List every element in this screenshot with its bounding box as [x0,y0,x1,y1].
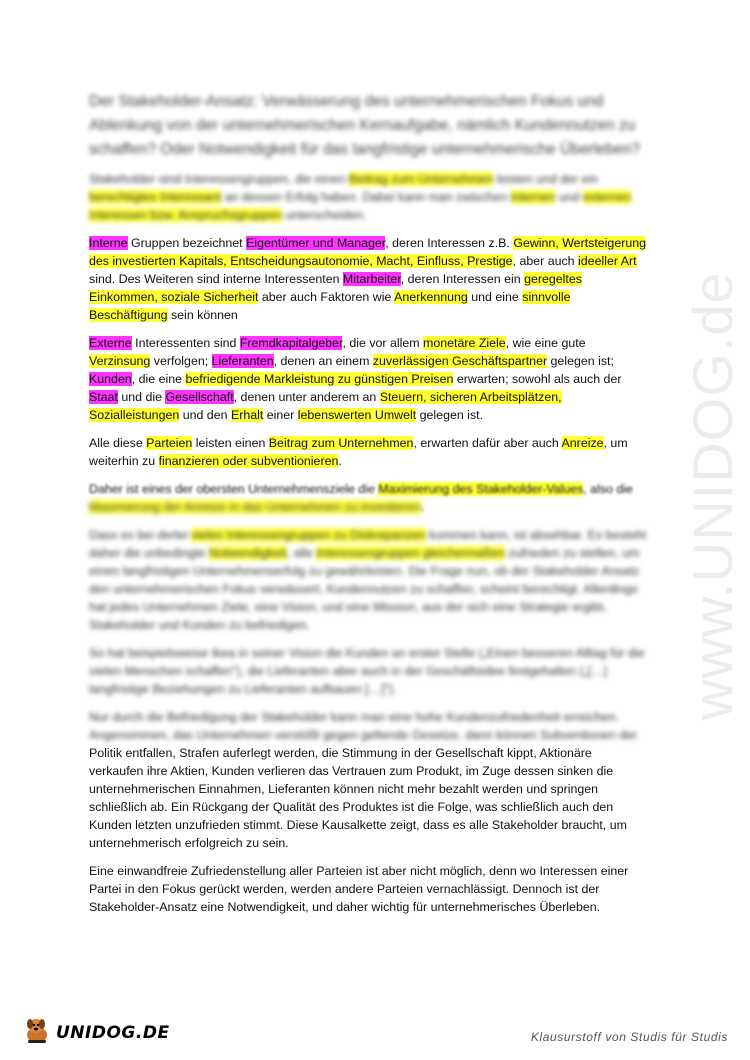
intro-paragraph: Stakeholder sind Interessengruppen, die einen Beitrag zum Unternehmen leisten und der ein berechtigtes Interessant an dessen Erfolg haben. Dabei kann man zwischen internen und externen Interessen bzw. Anspruchsgruppen unterscheiden. [89,172,632,222]
unidog-logo[interactable] [22,1015,170,1050]
paragraph-parteien: Alle diese Parteien leisten einen Beitrag zum Unternehmen, erwarten dafür aber auch Anreize, um weiterhin zu finanzieren oder subventionieren. [89,436,628,468]
logo-text: UNIDOG.DE [56,1022,170,1043]
watermark: www.UNIDOG.de [681,271,744,720]
paragraph-befriedigung [89,708,649,852]
paragraph-diskrepanzen: Dass es bei derlei vielen Interessengruppen zu Diskrepanzen kommen kann, ist absehbar. Es besteht daher die unbedingte Notwendigkeit, alle Interessengruppen gleichermaßen zufrieden zu stellen, um einen langfristigen Unternehmenserfolg zu gewährleisten. Die Frage nun, ob der Stakeholder Ansatz den unternehmerischen Fokus verwässert, Kundennutzen zu schaffen, scheint berechtigt. Allerdings hat jedes Unternehmen Ziele, eine Vision, und eine Mission, aus der sich eine Strategie ergibt, Stakeholder und Kunden zu befriedigen. [89,528,647,632]
paragraph-befriedigung-blurred: Nur durch die Befriedigung der Stakeholder kann man eine hohe Kundenzufriedenheit erreichen. Angenommen, das Unternehmen verstößt gegen geltende Gesetze, dann können Subventionen der [89,710,638,742]
paragraph-externe: Externe Interessenten sind Fremdkapitalgeber, die vor allem monetäre Ziele, wie eine gute Verzinsung verfolgen; Lieferanten, denen an einem zuverlässigen Geschäftspartner gelegen ist; Kunden, die eine befriedigende Markleistung zu günstigen Preisen erwarten; sowohl als auch der Staat und die Gesellschaft, denen unter anderem an Steuern, sicheren Arbeitsplätzen, Sozialleistungen und den Erhalt einer lebenswerten Umwelt gelegen ist. [89,336,622,422]
paragraph-daher: Daher ist eines der obersten Unternehmensziele die Maximierung des Stakeholder-Values, also die Maximierung der Anreize in das Unternehmen zu investieren. [89,482,633,514]
document-title: Der Stakeholder-Ansatz: Verwässerung des unternehmerischen Fokus und Ablenkung von der unternehmerischen Kernaufgabe, nämlich Kundennutzen zu schaffen? Oder Notwendigkeit für das langfristige unternehmerische Überleben? [89,93,641,158]
paragraph-schluss: Eine einwandfreie Zufriedenstellung aller Parteien ist aber nicht möglich, denn wo Interessen einer Partei in den Fokus gerückt werden, werden andere Parteien vernachlässigt. Dennoch ist der Stakeholder-Ansatz eine Notwendigkeit, und daher wichtig für unternehmerisches Überleben. [89,864,629,914]
paragraph-interne: Interne Gruppen bezeichnet Eigentümer und Manager, deren Interessen z.B. Gewinn, Wertsteigerung des investierten Kapitals, Entscheidungsautonomie, Macht, Einfluss, Prestige, aber auch ideeller Art sind. Des Weiteren sind interne Interessenten Mitarbeiter, deren Interessen ein geregeltes Einkommen, soziale Sicherheit aber auch Faktoren wie Anerkennung und eine sinnvolle Beschäftigung sein können [89,236,647,322]
paragraph-ikea: So hat beispielsweise Ikea in seiner Vision die Kunden an erster Stelle („Einen besseren Alltag für die vielen Menschen schaffen"), die Lieferanten aber auch in der Geschäftsidee festgehalten („[…] langfristige Beziehungen zu Lieferanten aufbauen […]"). [89,646,645,696]
dog-mascot-icon [22,1015,52,1050]
paragraph-befriedigung-clear: Politik entfallen, Strafen auferlegt werden, die Stimmung in der Gesellschaft kippt, Aktionäre verkaufen ihre Aktien, Kunden verlieren das Vertrauen zum Produkt, im Zuge dessen sinken die unternehmerischen Einnahmen, Lieferanten können nicht mehr bezahlt werden und springen schließlich ab. Ein Rückgang der Qualität des Produktes ist die Folge, was schließlich auch den Kunden letzten unzufrieden stimmt. Diese Kausalkette zeigt, dass es alle Stakeholder braucht, um unternehmerisch erfolgreich zu sein. [89,746,627,850]
footer-slogan: Klausurstoff von Studis für Studis [530,1030,728,1044]
document-body [89,90,649,926]
